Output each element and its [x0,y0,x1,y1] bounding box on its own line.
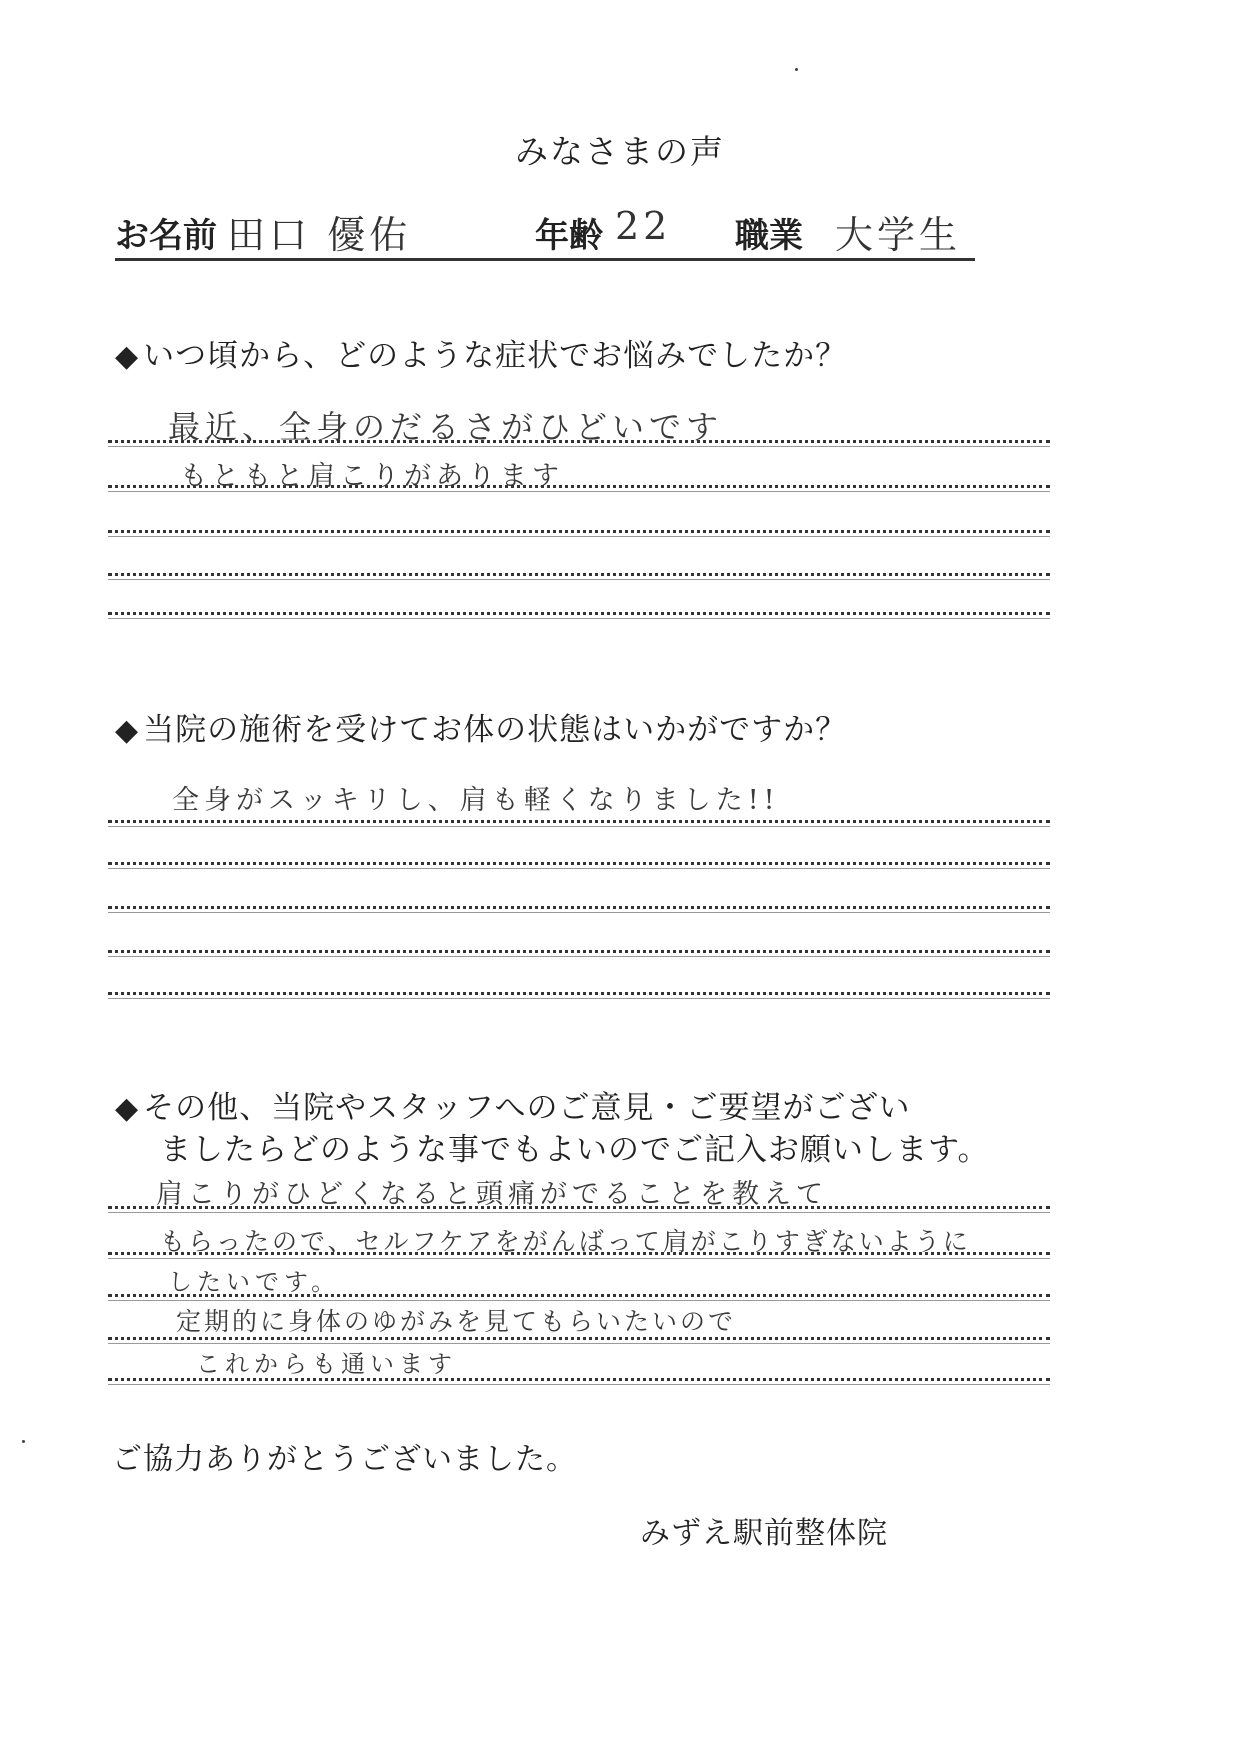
ruled-line [108,820,1050,823]
ruled-line [108,992,1050,995]
name-label: お名前 [115,216,217,256]
scan-speck [795,68,798,71]
question-3-line-2: ましたらどのような事でもよいのでご記入お願いします。 [160,1132,990,1168]
thanks-message: ご協力ありがとうございました。 [112,1442,577,1477]
answer-1-line-2: もともと肩こりがあります [180,461,564,492]
ruled-line [108,612,1050,615]
ruled-line [108,440,1050,443]
ruled-line [108,1252,1050,1255]
answer-3-line-5: これからも通います [196,1350,457,1378]
page-title: みなさまの声 [515,132,725,171]
ruled-line [108,906,1050,909]
info-underline [115,258,975,261]
answer-2-line-1: 全身がスッキリし、肩も軽くなりました!! [172,785,780,816]
clinic-name: みずえ駅前整体院 [640,1516,888,1551]
job-label: 職業 [735,216,803,256]
question-2 [115,708,847,753]
ruled-line [108,485,1050,488]
question-1-text: いつ頃から、どのような症状でお悩みでしたか？ [143,338,848,374]
ruled-line [108,573,1050,576]
diamond-bullet-icon: ◆ [115,1091,140,1126]
answer-3-line-1: 肩こりがひどくなると頭痛がでることを教えて [156,1179,828,1210]
ruled-line [108,1378,1050,1381]
question-1 [115,334,847,379]
question-3-line-1 [115,1086,910,1131]
answer-1-line-1: 最近、全身のだるさがひどいです [168,408,724,446]
ruled-line [108,530,1050,533]
job-value: 大学生 [835,213,962,257]
answer-3-line-3: したいです。 [168,1268,341,1296]
age-value: 22 [615,204,672,248]
question-3-text-1: その他、当院やスタッフへのご意見・ご要望がござい [143,1090,911,1126]
ruled-line [108,1206,1050,1209]
age-label: 年齢 [535,216,603,256]
diamond-bullet-icon: ◆ [115,713,140,748]
answer-3-line-2: もらったので、セルフケアをがんばって肩がこりすぎないように [160,1227,971,1256]
ruled-line [108,1294,1050,1297]
answer-3-line-4: 定期的に身体のゆがみを見てもらいたいので [176,1307,737,1336]
name-value: 田口 優佑 [227,213,412,257]
question-2-text: 当院の施術を受けてお体の状態はいかがですか？ [143,712,848,748]
respondent-info-row [115,204,975,258]
ruled-line [108,1337,1050,1340]
ruled-line [108,950,1050,953]
diamond-bullet-icon: ◆ [115,339,140,374]
ruled-line [108,862,1050,865]
scan-speck [22,1440,25,1443]
